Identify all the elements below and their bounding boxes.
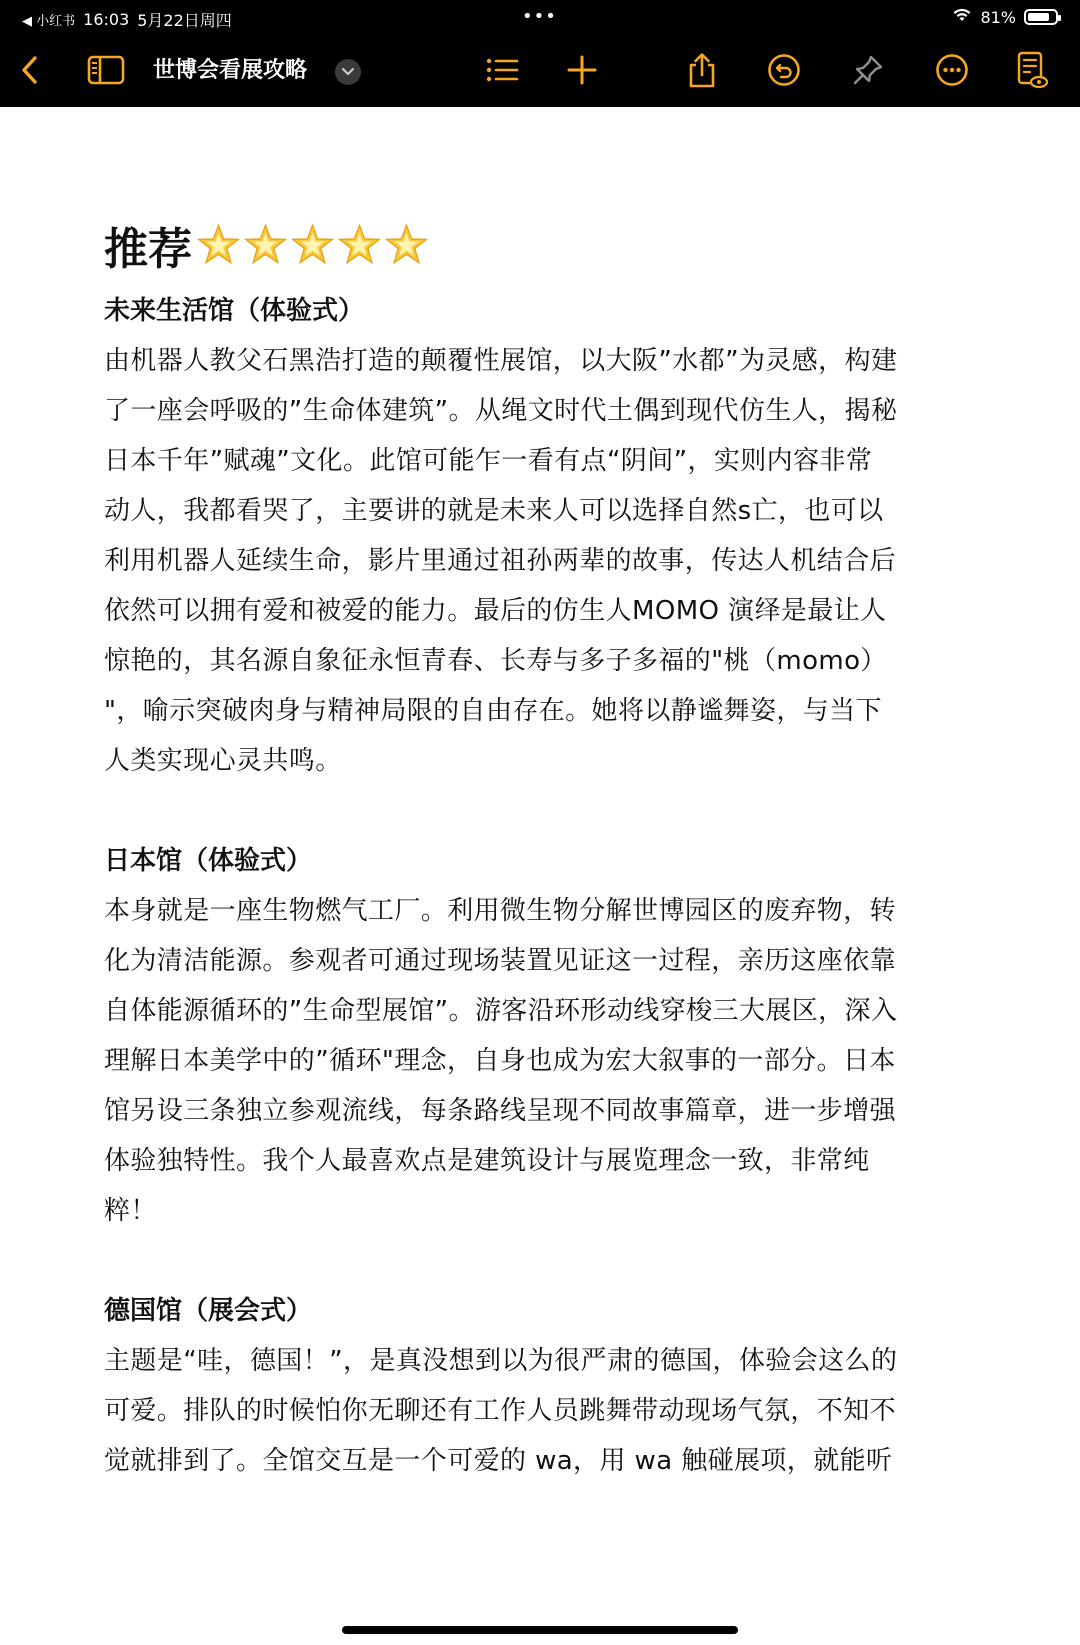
star-icon	[243, 223, 288, 268]
blank-line	[104, 1236, 984, 1286]
undo-icon	[767, 53, 801, 87]
paragraph-line: 由机器人教父石黑浩打造的颠覆性展馆，以大阪”水都”为灵感，构建	[104, 346, 898, 376]
more-icon	[935, 53, 969, 87]
star-icon	[337, 223, 382, 268]
back-to-app-link[interactable]: ◀ 小红书	[22, 14, 76, 29]
star-icon	[384, 223, 429, 268]
paragraph-line: 化为清洁能源。参观者可通过现场装置见证这一过程，亲历这座依靠	[104, 946, 897, 976]
status-time: 16:03	[83, 10, 130, 29]
plus-icon	[567, 55, 597, 85]
star-icon	[290, 223, 335, 268]
battery-fill	[1028, 13, 1049, 21]
paragraph-line: 理解日本美学中的”循环"理念，自身也成为宏大叙事的一部分。日本	[104, 1046, 896, 1076]
section-title-japan-pavilion: 日本馆（体验式）	[104, 846, 313, 876]
sidebar-button[interactable]	[80, 44, 132, 96]
paragraph-line: 本身就是一座生物燃气工厂。利用微生物分解世博园区的废弃物，转	[104, 896, 897, 926]
paragraph-line: 利用机器人延续生命，影片里通过祖孙两辈的故事，传达人机结合后	[104, 546, 897, 576]
heading-text: 推荐	[104, 224, 192, 275]
title-menu-button[interactable]	[335, 59, 361, 85]
toolbar	[0, 44, 1080, 100]
star-icon	[196, 223, 241, 268]
section-body-future-life-pavilion	[104, 336, 984, 786]
chevron-down-icon	[341, 67, 355, 77]
paragraph-line: 自体能源循环的”生命型展馆”。游客沿环形动线穿梭三大展区，深入	[104, 996, 898, 1026]
status-date: 5月22日周四	[137, 11, 232, 30]
section-title-future-life-pavilion: 未来生活馆（体验式）	[104, 296, 365, 326]
section-body-germany-pavilion	[104, 1336, 984, 1486]
status-bar	[0, 0, 1080, 36]
paragraph-line: 主题是“哇，德国！”，是真没想到以为很严肃的德国，体验会这么的	[104, 1346, 898, 1376]
paragraph-line: 惊艳的，其名源自象征永恒青春、长寿与多子多福的"桃（momo）	[104, 646, 887, 676]
sidebar-icon	[87, 55, 125, 85]
wifi-icon	[952, 7, 972, 27]
paragraph-line: 馆另设三条独立参观流线，每条路线呈现不同故事篇章，进一步增强	[104, 1096, 897, 1126]
list-icon	[485, 56, 519, 84]
note-body[interactable]	[104, 212, 984, 1486]
paragraph-line: 了一座会呼吸的”生命体建筑”。从绳文时代土偶到现代仿生人，揭秘	[104, 396, 898, 426]
format-list-button[interactable]	[476, 44, 528, 96]
document-title[interactable]: 世博会看展攻略	[153, 58, 308, 83]
share-button[interactable]	[676, 44, 728, 96]
undo-button[interactable]	[758, 44, 810, 96]
paragraph-line: 人类实现心灵共鸣。	[104, 746, 342, 776]
markup-button[interactable]	[842, 44, 894, 96]
paragraph-line: 粹！	[104, 1196, 157, 1226]
multitasking-dots-icon[interactable]: •••	[522, 6, 557, 27]
battery-percent: 81%	[980, 7, 1016, 27]
more-button[interactable]	[926, 44, 978, 96]
paragraph-line: 觉就排到了。全馆交互是一个可爱的 wa，用 wa 触碰展项，就能听	[104, 1446, 893, 1476]
paragraph-line: 可爱。排队的时候怕你无聊还有工作人员跳舞带动现场气氛，不知不	[104, 1396, 897, 1426]
top-bar	[0, 0, 1080, 107]
paragraph-line: "，喻示突破肉身与精神局限的自由存在。她将以静谧舞姿，与当下	[104, 696, 882, 726]
paragraph-line: 体验独特性。我个人最喜欢点是建筑设计与展览理念一致，非常纯	[104, 1146, 870, 1176]
section-title-germany-pavilion: 德国馆（展会式）	[104, 1296, 313, 1326]
battery-icon	[1024, 9, 1058, 25]
heading-recommend	[104, 212, 984, 278]
blank-line	[104, 786, 984, 836]
status-left	[22, 8, 232, 31]
back-button[interactable]	[4, 44, 56, 96]
paragraph-line: 动人，我都看哭了，主要讲的就是未来人可以选择自然s亡，也可以	[104, 496, 884, 526]
reader-mode-button[interactable]	[1006, 44, 1058, 96]
section-body-japan-pavilion	[104, 886, 984, 1236]
paragraph-line: 日本千年”赋魂”文化。此馆可能乍一看有点“阴间”，实则内容非常	[104, 446, 873, 476]
share-icon	[686, 52, 718, 88]
star-rating	[196, 223, 431, 268]
paragraph-line: 依然可以拥有爱和被爱的能力。最后的仿生人MOMO 演绎是最让人	[104, 596, 887, 626]
home-indicator[interactable]	[342, 1626, 738, 1634]
reader-icon	[1015, 51, 1049, 89]
insert-button[interactable]	[556, 44, 608, 96]
pin-icon	[851, 53, 885, 87]
status-right	[952, 7, 1058, 27]
chevron-left-icon	[20, 55, 40, 85]
